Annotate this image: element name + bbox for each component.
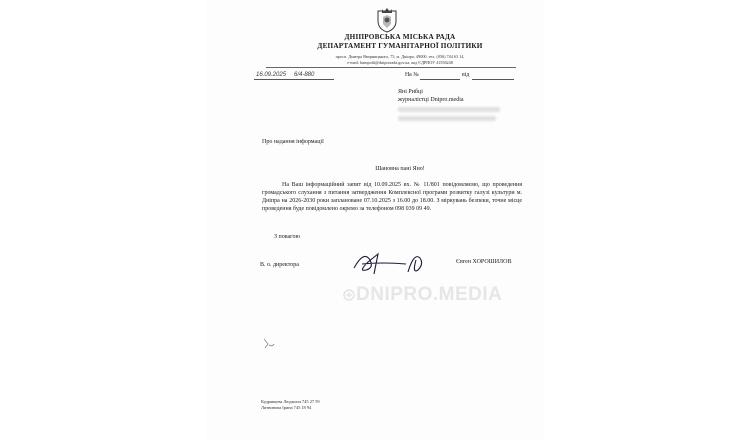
redacted-recipient-line [398, 116, 496, 121]
redacted-recipient-line [398, 107, 500, 112]
letter-body [262, 182, 522, 214]
watermark-logo-icon [343, 289, 355, 301]
city-coat-of-arms-icon [374, 7, 400, 33]
reference-from-label: від [462, 72, 470, 78]
contact-persons [261, 399, 320, 411]
watermark-text: DNIPRO.MEDIA [356, 284, 503, 305]
handwritten-signature [344, 248, 444, 278]
signer-name: Євген ХОРОШИЛОВ [456, 259, 512, 265]
outgoing-number-line [254, 72, 334, 80]
org-address: просп. Дмитра Яворницького, 75, м. Дніпро, 49000, тел. (056) 744 63 14, [335, 54, 465, 59]
outgoing-number: 6/4-880 [294, 72, 315, 78]
pen-mark-icon [260, 336, 276, 350]
contact-line: Литвинова Ірина 745 18 94 [261, 405, 312, 410]
contact-line: Кудрявцева Людмила 745 27 59 [261, 399, 320, 404]
reference-date-line [472, 72, 514, 80]
closing-phrase: З повагою [274, 234, 300, 240]
recipient-name: Яні Рибці [398, 89, 423, 95]
org-name-city-council: ДНІПРОВСЬКА МІСЬКА РАДА [344, 33, 456, 41]
reference-number-line [420, 72, 460, 80]
body-paragraph: На Ваш інформаційний запит від 10.09.2025 вх. № 11/801 повідомляємо, що проведення громадського слухання з питання затвердження Комплексної програми розвитку галузі культури м. Дніпра на 2026-2030 роки заплановане 07.10.2025 з 16.00 до 18.00. З міркувань безпеки, точне місце проведення буде повідомлено окремо за телефоном 098 039 09 49. [262, 182, 522, 212]
header-divider [266, 67, 516, 68]
org-name-department: ДЕПАРТАМЕНТ ГУМАНІТАРНОЇ ПОЛІТИКИ [317, 42, 483, 50]
letter-greeting: Шановна пані Яно! [375, 166, 425, 172]
reference-label: На № [405, 72, 419, 78]
org-contacts: e-mail: humpolit@dniprorada.gov.ua, код ЄДРПОУ 41556248 [347, 60, 453, 65]
signer-role: В. о. директора [260, 262, 299, 268]
letter-page [208, 0, 542, 440]
letter-subject: Про надання інформації [262, 139, 324, 145]
outgoing-date: 16.09.2025 [256, 72, 287, 78]
recipient-position: журналістці Dnipro.media [398, 97, 464, 103]
